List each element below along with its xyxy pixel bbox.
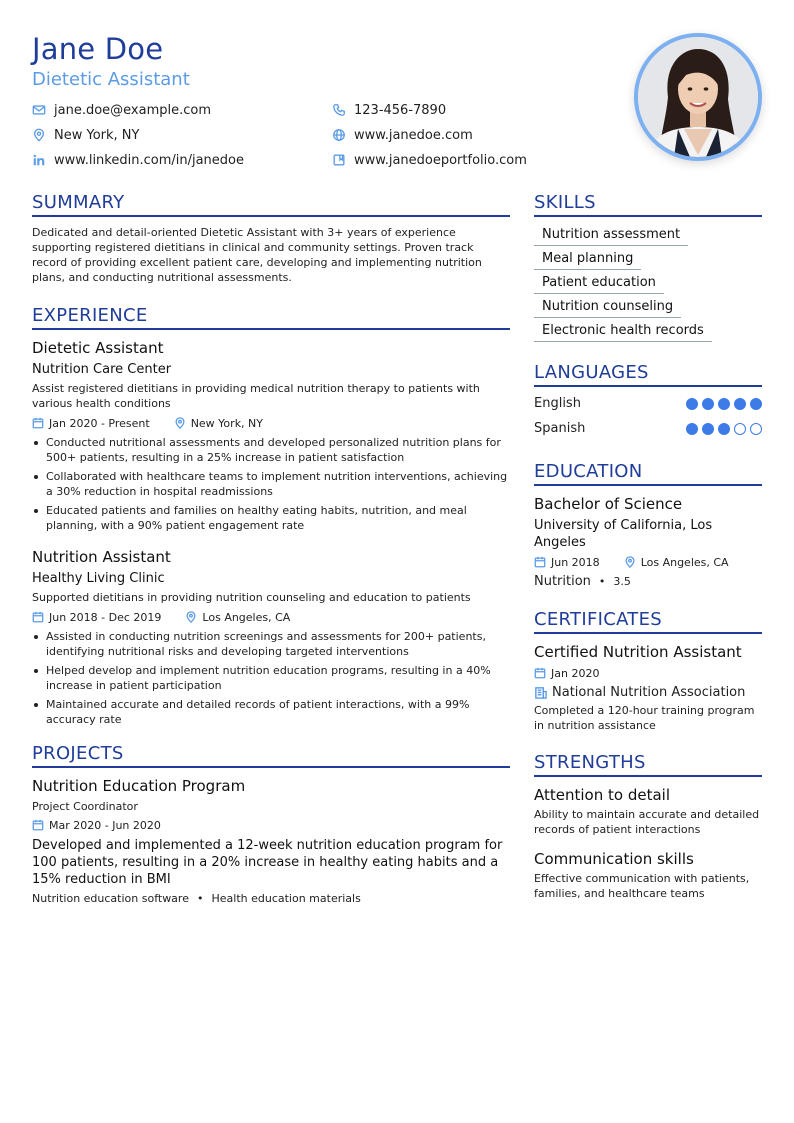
list-item: Conducted nutritional assessments and developed personalized nutrition plans for 500+ patients, resulting in a 25% increase in patient satisfaction <box>32 435 510 465</box>
linkedin-icon <box>32 153 46 167</box>
level-dot-filled <box>686 423 698 435</box>
level-dot-empty <box>750 423 762 435</box>
education-meta <box>534 555 762 569</box>
language-name: Spanish <box>534 421 586 436</box>
education-date: Jun 2018 <box>551 555 600 569</box>
job-entry <box>32 547 510 727</box>
strength-entry <box>534 849 762 901</box>
contact-location: New York, NY <box>32 127 139 143</box>
job-title: Dietetic Assistant <box>32 339 164 357</box>
list-item: Maintained accurate and detailed records of patient interactions, with a 99% accuracy rate <box>32 697 510 727</box>
education-section <box>534 461 762 589</box>
project-tool: Nutrition education software <box>32 892 189 905</box>
job-bullets <box>32 435 510 533</box>
location-icon <box>174 417 186 429</box>
skills-list <box>534 224 762 344</box>
languages-section <box>534 362 762 441</box>
job-dates: Jun 2018 - Dec 2019 <box>49 610 162 624</box>
education-gpa: 3.5 <box>613 575 631 588</box>
languages-heading: LANGUAGES <box>534 362 762 387</box>
certificate-description: Completed a 120-hour training program in nutrition assistance <box>534 704 755 732</box>
skill-tag: Patient education <box>534 272 664 294</box>
job-title: Nutrition Assistant <box>32 548 171 566</box>
strengths-section <box>534 752 762 901</box>
job-company: Healthy Living Clinic <box>32 571 165 586</box>
skill-tag: Nutrition counseling <box>534 296 681 318</box>
email-icon <box>32 103 46 117</box>
certificate-issuer-row <box>534 685 762 700</box>
certificate-meta <box>534 666 762 680</box>
candidate-title: Dietetic Assistant <box>32 69 190 90</box>
education-school: University of California, Los Angeles <box>534 518 713 550</box>
education-degree: Bachelor of Science <box>534 495 683 513</box>
skill-tag: Nutrition assessment <box>534 224 688 246</box>
summary-heading: SUMMARY <box>32 192 510 217</box>
project-tool: Health education materials <box>211 892 361 905</box>
level-dot-empty <box>734 423 746 435</box>
job-location: Los Angeles, CA <box>202 610 291 624</box>
calendar-icon <box>32 417 44 429</box>
location-icon <box>624 556 636 568</box>
skill-tag: Electronic health records <box>534 320 712 342</box>
language-level <box>686 423 762 435</box>
projects-heading: PROJECTS <box>32 743 510 768</box>
contact-email[interactable]: jane.doe@example.com <box>32 102 211 118</box>
project-name: Nutrition Education Program <box>32 777 246 795</box>
level-dot-filled <box>702 398 714 410</box>
bookmark-icon <box>332 153 346 167</box>
projects-section <box>32 743 510 906</box>
globe-icon <box>332 128 346 142</box>
right-column <box>534 192 762 901</box>
skill-tag: Meal planning <box>534 248 641 270</box>
strength-entry <box>534 785 762 837</box>
certificates-section <box>534 609 762 733</box>
language-row <box>534 391 762 416</box>
level-dot-filled <box>702 423 714 435</box>
skills-section <box>534 192 762 344</box>
education-field-row <box>534 574 762 589</box>
experience-section <box>32 305 510 727</box>
contact-website[interactable]: www.janedoe.com <box>332 127 473 143</box>
job-location: New York, NY <box>190 416 263 430</box>
calendar-icon <box>534 556 546 568</box>
language-level <box>686 398 762 410</box>
level-dot-filled <box>750 398 762 410</box>
education-field: Nutrition <box>534 574 591 589</box>
summary-section <box>32 192 510 285</box>
skills-heading: SKILLS <box>534 192 762 217</box>
job-dates: Jan 2020 - Present <box>49 416 150 430</box>
location-icon <box>185 611 197 623</box>
summary-text: Dedicated and detail-oriented Dietetic Assistant with 3+ years of experience supporting registered dietitians in clinical and community settings. Proven track record of providing excellent patient care, developing and implementing nutrition plans, and conducting nutritional assessments. <box>32 226 482 284</box>
strength-description: Effective communication with patients, families, and healthcare teams <box>534 872 750 900</box>
project-tools <box>32 891 510 906</box>
strengths-heading: STRENGTHS <box>534 752 762 777</box>
languages-list <box>534 391 762 441</box>
job-meta <box>32 610 510 624</box>
contact-phone[interactable]: 123-456-7890 <box>332 102 446 118</box>
project-meta <box>32 818 510 832</box>
separator-dot: • <box>598 575 606 588</box>
experience-heading: EXPERIENCE <box>32 305 510 330</box>
left-column <box>32 192 510 906</box>
job-bullets <box>32 629 510 727</box>
list-item: Collaborated with healthcare teams to implement nutrition interventions, achieving a 30% reduction in hospital readmissions <box>32 469 510 499</box>
building-icon <box>534 686 547 699</box>
language-row <box>534 416 762 441</box>
certificate-date: Jan 2020 <box>551 666 600 680</box>
list-item: Assisted in conducting nutrition screenings and assessments for 200+ patients, identifying nutritional risks and developing targeted interventions <box>32 629 510 659</box>
project-entry <box>32 776 510 906</box>
level-dot-filled <box>734 398 746 410</box>
calendar-icon <box>32 819 44 831</box>
resume-header <box>32 30 632 168</box>
profile-photo <box>634 33 762 161</box>
strength-name: Communication skills <box>534 850 694 868</box>
phone-icon <box>332 103 346 117</box>
calendar-icon <box>32 611 44 623</box>
candidate-name: Jane Doe <box>32 32 164 66</box>
job-entry <box>32 338 510 533</box>
list-item: Helped develop and implement nutrition education programs, resulting in a 40% increase in patient participation <box>32 663 510 693</box>
calendar-icon <box>534 667 546 679</box>
project-role: Project Coordinator <box>32 800 138 813</box>
certificates-heading: CERTIFICATES <box>534 609 762 634</box>
project-description: Developed and implemented a 12-week nutrition education program for 100 patients, resulting in a 20% increase in healthy eating habits and a 15% reduction in BMI <box>32 838 503 887</box>
level-dot-filled <box>718 398 730 410</box>
certificate-issuer: National Nutrition Association <box>552 685 746 700</box>
project-dates: Mar 2020 - Jun 2020 <box>49 818 161 832</box>
job-description: Assist registered dietitians in providing medical nutrition therapy to patients with various health conditions <box>32 382 480 410</box>
level-dot-filled <box>686 398 698 410</box>
location-icon <box>32 128 46 142</box>
avatar-image <box>638 37 758 157</box>
language-name: English <box>534 396 581 411</box>
strength-description: Ability to maintain accurate and detailed records of patient interactions <box>534 808 760 836</box>
certificate-name: Certified Nutrition Assistant <box>534 643 742 661</box>
strength-name: Attention to detail <box>534 786 670 804</box>
contact-portfolio[interactable]: www.janedoeportfolio.com <box>332 152 527 168</box>
list-item: Educated patients and families on healthy eating habits, nutrition, and meal planning, with a 90% patient engagement rate <box>32 503 510 533</box>
level-dot-filled <box>718 423 730 435</box>
job-meta <box>32 416 510 430</box>
education-location: Los Angeles, CA <box>640 555 729 569</box>
job-description: Supported dietitians in providing nutrition counseling and education to patients <box>32 591 471 604</box>
job-company: Nutrition Care Center <box>32 362 172 377</box>
contact-linkedin[interactable]: www.linkedin.com/in/janedoe <box>32 152 244 168</box>
separator-dot: • <box>196 892 204 905</box>
education-heading: EDUCATION <box>534 461 762 486</box>
